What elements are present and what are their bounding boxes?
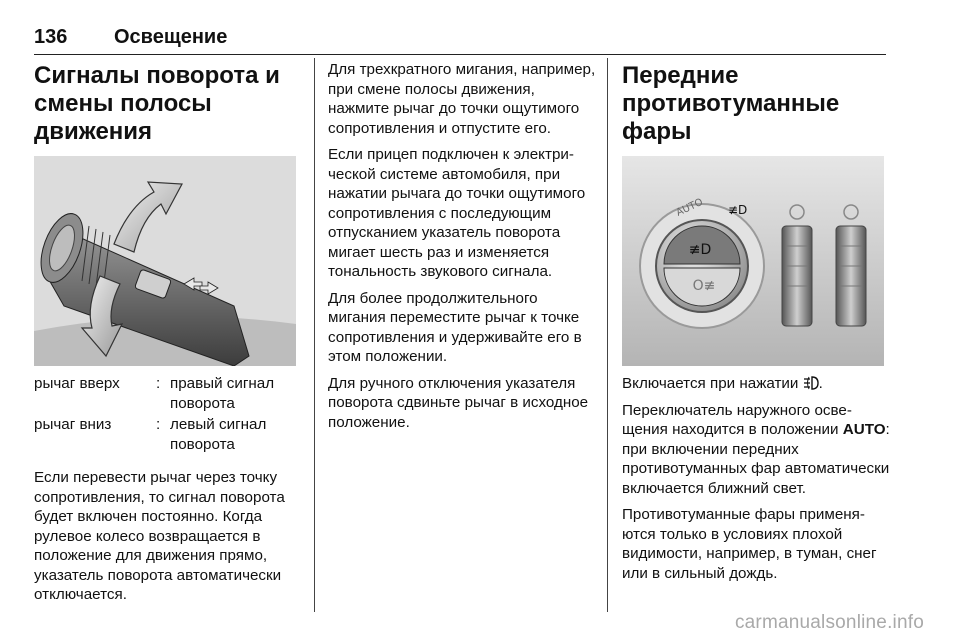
column-fog-lights [622, 60, 890, 590]
rear-fog-symbol: O≢ [692, 278, 716, 294]
definition-right-signal: правый сигнал поворота [170, 375, 275, 412]
paragraph-trailer: Если прицеп подключен к электрической системе автомобиля, при нажатии рычага до точки ощутимого сопротивления с последующим отпусканием указатель поворота мигает шесть раз и изменяется тональность звукового сигнала. [328, 146, 586, 280]
auto-mode-text: Переключатель наружного освещения находится в положении [622, 401, 852, 438]
page-header [34, 26, 886, 55]
watermark: carmanualsonline.info [734, 612, 924, 633]
paragraph-fog-usage: Противотуманные фары применяются только в условиях плохой видимости, например, в туман, снег или в сильный дождь. [622, 506, 877, 582]
light-switch-illustration [622, 156, 884, 366]
paragraph-long-blink: Для более продолжительного мигания переместите рычаг к точке сопротивления и удерживайте его в этом положении. [328, 289, 582, 365]
term-separator: : [156, 416, 161, 433]
paragraph-triple-blink: Для трехкратного мигания, например, при смене полосы движения, нажмите рычаг до точки ощутимого сопротивления и отпустите его. [328, 61, 596, 137]
auto-mode-rest: : при включении передних противотуманных фар автоматически включается ближний свет. [622, 421, 890, 497]
term-separator: : [156, 375, 161, 392]
lever-direction-list [34, 374, 302, 454]
term-lever-up: рычаг вверх [34, 375, 120, 392]
paragraph-auto-mode [622, 401, 890, 499]
auto-label: AUTO [674, 196, 705, 219]
light-switch-drawing [622, 156, 884, 366]
page-number: 136 [34, 26, 68, 48]
front-fog-symbol: ≢D [688, 242, 712, 258]
chapter-title: Освещение [114, 26, 228, 48]
turn-signal-lever-illustration [34, 156, 296, 366]
section-heading-turn-signals: Сигналы поворота и смены полосы движения [34, 62, 280, 145]
column-turn-signals [34, 60, 302, 612]
paragraph-permanent-signal: Если перевести рычаг через точку сопротивления, то сигнал поворота будет включен постоянно. Когда рулевое колесо возвращается в положение для движения прямо, указатель поворота автоматически отключается. [34, 469, 285, 603]
term-lever-down: рычаг вниз [34, 416, 112, 433]
front-fog-lamp-icon [803, 376, 819, 390]
column-divider-2 [607, 58, 608, 612]
lever-drawing [34, 156, 296, 366]
fog-indicator-symbol: ≢D [728, 203, 748, 217]
column-divider-1 [314, 58, 315, 612]
fog-activation-end: . [818, 375, 823, 392]
auto-mode-label: AUTO [842, 421, 886, 438]
definition-row-down [34, 415, 302, 454]
paragraph-fog-activation [622, 374, 890, 394]
paragraph-manual-off: Для ручного отключения указателя поворота сдвиньте рычаг в исходное положение. [328, 374, 589, 431]
section-heading-fog-lights: Передние противотуманные фары [622, 62, 840, 145]
fog-activation-text: Включается при нажатии [622, 375, 799, 392]
definition-row-up [34, 374, 302, 413]
column-signal-details [328, 60, 596, 439]
definition-left-signal: левый сигнал поворота [170, 416, 267, 453]
